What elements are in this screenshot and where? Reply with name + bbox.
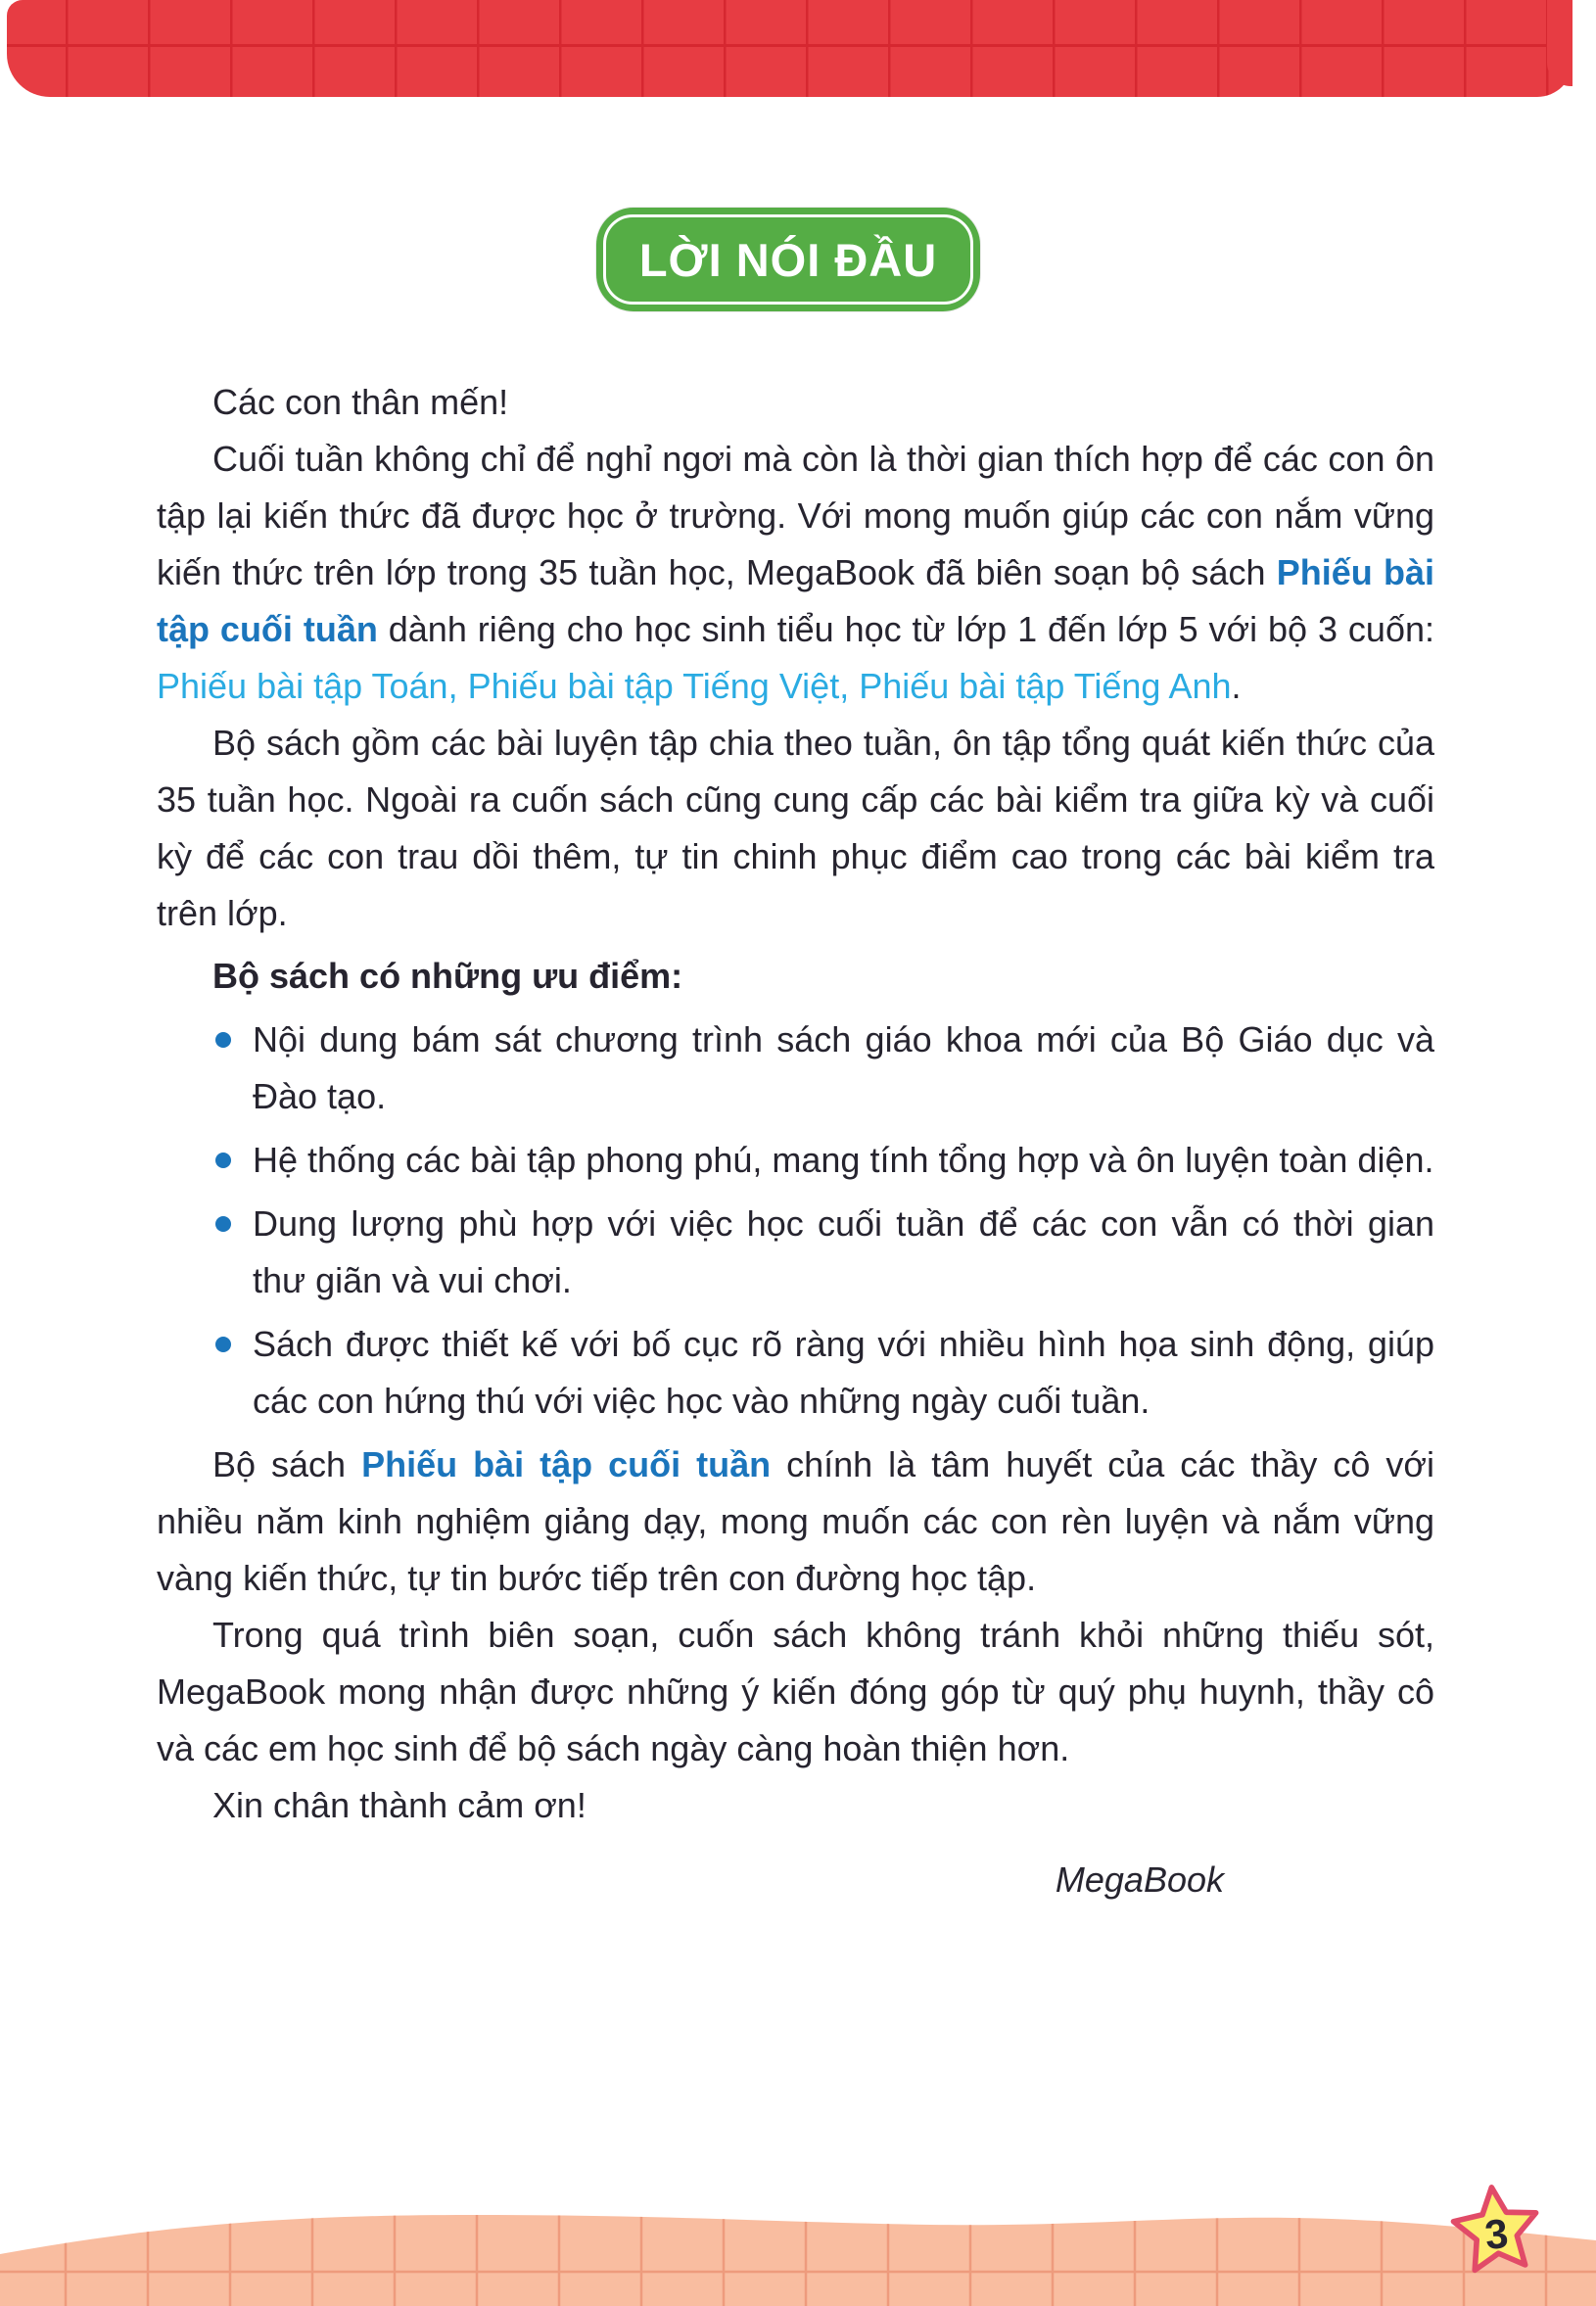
list-item: Sách được thiết kế với bố cục rõ ràng với nhiều hình họa sinh động, giúp các con hứng thú với việc học vào những ngày cuối tuần. <box>157 1316 1434 1430</box>
text-segment: Phiếu bài tập cuối tuần <box>157 552 1435 649</box>
text-segment: Phiếu bài tập cuối tuần <box>361 1444 772 1484</box>
paragraph-feedback: Trong quá trình biên soạn, cuốn sách không tránh khỏi những thiếu sót, MegaBook mong nhận được những ý kiến đóng góp từ quý phụ huynh, thầy cô và các em học sinh để bộ sách ngày càng hoàn thiện hơn. <box>157 1615 1434 1768</box>
page-title: LỜI NÓI ĐẦU <box>638 233 938 286</box>
bottom-decorative-band <box>0 2200 1596 2306</box>
paragraph-closing: Xin chân thành cảm ơn! <box>212 1785 587 1825</box>
paragraph-structure: Bộ sách gồm các bài luyện tập chia theo tuần, ôn tập tổng quát kiến thức của 35 tuần học. Ngoài ra cuốn sách cũng cung cấp các bài kiểm tra giữa kỳ và cuối kỳ để các con trau dồi thêm, tự tin chinh phục điểm cao trong các bài kiểm tra trên lớp. <box>157 723 1434 933</box>
features-list <box>157 1012 1434 1430</box>
text-segment: Phiếu bài tập Toán, Phiếu bài tập Tiếng Việt, Phiếu bài tập Tiếng Anh <box>157 666 1232 706</box>
top-decorative-band <box>7 0 1573 97</box>
list-item: Hệ thống các bài tập phong phú, mang tính tổng hợp và ôn luyện toàn diện. <box>157 1132 1434 1189</box>
preface-content <box>157 374 1434 1908</box>
page-number: 3 <box>1482 2209 1511 2259</box>
text-segment: . <box>1231 666 1242 706</box>
paragraph-greeting: Các con thân mến! <box>212 382 509 422</box>
top-band-corner-bleed <box>1547 0 1573 86</box>
signature: MegaBook <box>1055 1859 1224 1900</box>
list-item: Dung lượng phù hợp với việc học cuối tuần để các con vẫn có thời gian thư giãn và vui chơi. <box>157 1196 1434 1309</box>
section-title-badge <box>596 208 980 311</box>
page-number-star <box>1445 2177 1547 2283</box>
bottom-band-fill <box>0 2200 1596 2306</box>
list-item: Nội dung bám sát chương trình sách giáo khoa mới của Bộ Giáo dục và Đào tạo. <box>157 1012 1434 1125</box>
text-segment: Bộ sách <box>212 1444 362 1484</box>
features-heading: Bộ sách có những ưu điểm: <box>212 956 683 996</box>
paragraph-intro <box>157 431 1434 715</box>
text-segment: chính là tâm huyết của các thầy cô với nhiều năm kinh nghiệm giảng dạy, mong muốn các con rèn luyện và nắm vững vàng kiến thức, tự tin bước tiếp trên con đường học tập. <box>157 1444 1434 1598</box>
text-segment: Cuối tuần không chỉ để nghỉ ngơi mà còn là thời gian thích hợp để các con ôn tập lại kiến thức đã được học ở trường. Với mong muốn giúp các con nắm vững kiến thức trên lớp trong 35 tuần học, MegaBook đã biên soạn bộ sách <box>157 439 1434 592</box>
paragraph-dedication <box>157 1436 1434 1607</box>
text-segment: dành riêng cho học sinh tiểu học từ lớp 1 đến lớp 5 với bộ 3 cuốn: <box>377 609 1434 649</box>
